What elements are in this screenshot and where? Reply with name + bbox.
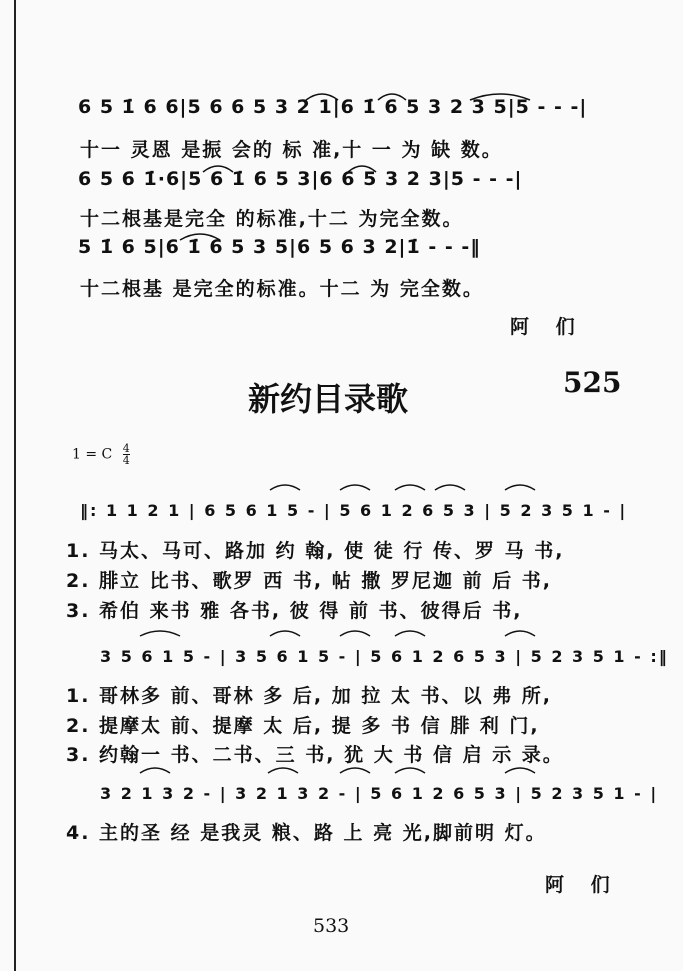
time-top: 4	[122, 442, 130, 455]
prev-notation-line-3: 5 1̇ 6 5|6 1̇ 6 5 3 5|6 5 6 3 2|1̇ - - -‖	[78, 236, 481, 258]
slur	[180, 234, 220, 240]
time-bottom: 4	[122, 454, 130, 467]
slur	[140, 768, 170, 773]
prev-lyrics-line-2: 十二根基是完全 的标准,十二 为完全数。	[80, 208, 464, 230]
lyrics-line-1-verse-3: 3. 希伯 来书 雅 各书, 彼 得 前 书、彼得后 书,	[66, 600, 523, 622]
hymn-title: 新约目录歌	[248, 380, 409, 418]
lyrics-line-3-verse-4: 4. 主的圣 经 是我灵 粮、路 上 亮 光,脚前明 灯。	[66, 822, 547, 844]
lyrics-line-2-verse-2: 2. 提摩太 前、提摩 太 后, 提 多 书 信 腓 利 门,	[66, 715, 540, 737]
lyrics-line-1-verse-1: 1. 马太、马可、路加 约 翰, 使 徒 行 传、罗 马 书,	[66, 540, 565, 562]
slur	[435, 485, 465, 490]
prev-notation-line-2: 6 5 6 1̇·6|5 6 1̇ 6 5 3|6 6 5 3 2 3|5 - - -|	[78, 168, 523, 190]
slur	[395, 768, 425, 773]
slur	[505, 768, 535, 773]
slur	[340, 631, 370, 636]
slur	[203, 166, 233, 172]
page-number: 533	[313, 915, 350, 937]
lyrics-line-2-verse-3: 3. 约翰一 书、二书、三 书, 犹 大 书 信 启 示 录。	[66, 744, 564, 766]
slur	[270, 485, 300, 490]
slur	[395, 631, 425, 636]
hymn-number: 525	[563, 366, 622, 399]
notation-line-2: 3 5 6 1 5 - | 3 5 6 1 5 - | 5 6 1 2 6 5 3 | 5 2 3 5 1 - :‖	[100, 647, 669, 666]
prev-lyrics-line-3: 十二根基 是完全的标准。十二 为 完全数。	[80, 278, 484, 300]
lyrics-line-2-verse-1: 1. 哥林多 前、哥林 多 后, 加 拉 太 书、以 弗 所,	[66, 685, 553, 707]
lyrics-line-1-verse-2: 2. 腓立 比书、歌罗 西 书, 帖 撒 罗尼迦 前 后 书,	[66, 570, 553, 592]
hymn-amen: 阿 们	[545, 874, 620, 896]
slur	[470, 94, 530, 100]
slur	[395, 485, 425, 490]
notation-line-3: 3 2 1 3 2 - | 3 2 1 3 2 - | 5 6 1 2 6 5 3 | 5 2 3 5 1 - |	[100, 784, 659, 803]
slur	[340, 485, 370, 490]
slur	[505, 485, 535, 490]
prev-notation-line-1: 6 5 1̇ 6 6|5 6 6 5 3 2 1|6 1̇ 6 5 3 2 3 5|5 - - -|	[78, 96, 588, 118]
prev-lyrics-line-1: 十一 灵恩 是振 会的 标 准,十 一 为 缺 数。	[80, 139, 503, 161]
slur	[340, 768, 370, 773]
slur	[270, 631, 300, 636]
prev-amen: 阿 们	[510, 316, 585, 338]
slur	[348, 166, 376, 172]
slur	[378, 94, 406, 100]
notation-line-1: ‖: 1 1 2 1 | 6 5 6 1 5 - | 5 6 1 2 6 5 3 | 5 2 3 5 1 - |	[80, 501, 628, 520]
slur	[268, 768, 298, 773]
key-label: 1 = C	[72, 446, 113, 463]
slur	[505, 631, 535, 636]
slur	[306, 94, 338, 100]
slur	[140, 631, 180, 636]
